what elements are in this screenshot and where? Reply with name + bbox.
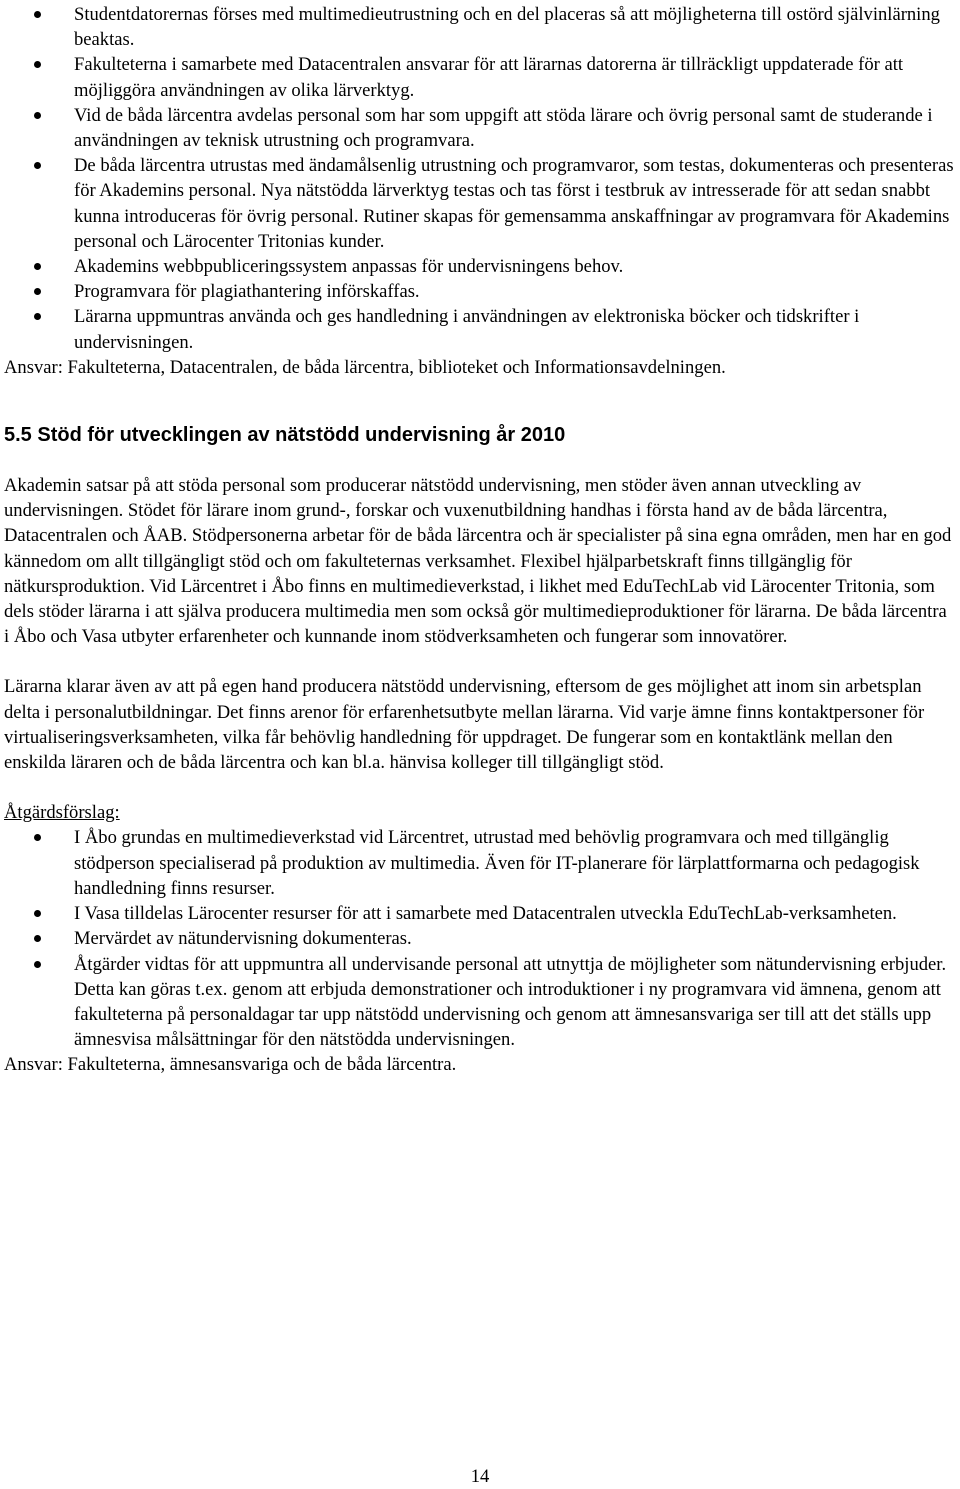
list-item-text: Studentdatorernas förses med multimedieutrustning och en del placeras så att möjligheterna till ostörd självinlärning beaktas.: [74, 4, 940, 51]
bullet-icon: [34, 263, 41, 270]
bullet-icon: [34, 288, 41, 295]
section-heading: 5.5 Stöd för utvecklingen av nätstödd undervisning år 2010: [4, 424, 566, 447]
bullet-icon: [34, 961, 41, 968]
bullet-icon: [34, 162, 41, 169]
body-paragraph-1: Akademin satsar på att stöda personal som producerar nätstödd undervisning, men stöder även annan utveckling av undervisningen. Stödet för lärare inom grund-, forskar och vuxenutbildning handhas i första hand av de båda lärcentra, Datacentralen och ÅAB. Stödpersonerna arbetar för de båda lärcentra och är specialister på sina egna områden, men har en god kännedom om allt tillgängligt stöd och om fakulteternas verksamhet. Flexibel hjälparbetskraft finns tillgänglig för nätkursproduktion. Vid Lärcentret i Åbo finns en multimedieverkstad, i likhet med EduTechLab vid Lärocenter Tritonia, som dels stöder lärarna i att själva producera multimedia men som också gör multimedieproduktioner för lärarna. De båda lärcentra i Åbo och Vasa utbyter erfarenheter och kunnande inom stödverksamheten och fungerar som innovatörer.: [4, 475, 952, 648]
list-item-text: Akademins webbpubliceringssystem anpassas för undervisningens behov.: [74, 256, 624, 278]
bullet-icon: [34, 910, 41, 917]
page-content: [4, 2, 954, 1078]
bullet-list-2: [4, 825, 954, 1052]
page-number: 14: [470, 1466, 490, 1487]
list-item-text: Vid de båda lärcentra avdelas personal som har som uppgift att stöda lärare och övrig personal samt de studerande i användningen av teknisk utrustning och programvara.: [74, 104, 933, 152]
list-item-text: Programvara för plagiathantering införskaffas.: [74, 281, 420, 303]
body-paragraph-2: Lärarna klarar även av att på egen hand producera nätstödd undervisning, eftersom de ges möjlighet att inom sin arbetsplan delta i personalutbildningar. Det finns arenor för erfarenhetsutbyte mellan lärarna. Vid varje ämne finns kontaktpersoner för virtualiseringsverksamheten, vilka får behövlig handledning för uppdraget. De fungerar som en kontaktlänk mellan den enskilda läraren och de båda lärcentra och kan bl.a. hänvisa kolleger till tillgängligt stöd.: [4, 676, 925, 774]
list-item: [4, 279, 954, 304]
list-item-text: De båda lärcentra utrustas med ändamålsenlig utrustning och programvaror, som testas, dokumenteras och presenteras för Akademins personal. Nya nätstödda lärverktyg testas och tas först i testbruk av intresserade för att sedan snabbt kunna introduceras för övrig personal. Rutiner skapas för gemensamma anskaffningar av programvara för Akademins personal och Lärocenter Tritonias kunder.: [74, 155, 954, 252]
bullet-icon: [34, 11, 41, 18]
list-item: [4, 52, 954, 102]
responsible-line-2: Ansvar: Fakulteterna, ämnesansvariga och de båda lärcentra.: [4, 1054, 457, 1076]
list-item: [4, 825, 954, 901]
list-item-text: Åtgärder vidtas för att uppmuntra all undervisande personal att utnyttja de möjligheter som nätundervisning erbjuder. Detta kan göras t.ex. genom att erbjuda demonstrationer och introduktioner i ny programvara vid ämnena, genom att fakulteterna på personaldagar tar upp nätstödd undervisning och genom att ämnesansvariga ser till att det ställs upp ämnesvisa målsättningar för den nätstödda undervisningen.: [74, 953, 947, 1051]
list-item: [4, 153, 954, 254]
bullet-icon: [34, 834, 41, 841]
bullet-list-1: [4, 2, 954, 355]
list-item: [4, 103, 954, 153]
actions-label: Åtgärdsförslag:: [4, 802, 120, 824]
bullet-icon: [34, 112, 41, 119]
list-item: [4, 2, 954, 52]
list-item-text: Mervärdet av nätundervisning dokumenteras.: [74, 928, 412, 950]
list-item: [4, 254, 954, 279]
list-item: [4, 304, 954, 354]
list-item-text: I Åbo grundas en multimedieverkstad vid Lärcentret, utrustad med behövlig programvara och med tillgänglig stödperson specialiserad på produktion av multimedia. Även för IT-planerare för lärplattformarna och pedagogisk handledning finns resurser.: [74, 827, 920, 899]
bullet-icon: [34, 935, 41, 942]
list-item-text: Lärarna uppmuntras använda och ges handledning i användningen av elektroniska böcker och tidskrifter i undervisningen.: [74, 306, 860, 353]
list-item-text: Fakulteterna i samarbete med Datacentralen ansvarar för att lärarnas datorerna är tillräckligt uppdaterade för att möjliggöra användningen av olika lärverktyg.: [74, 54, 904, 101]
bullet-icon: [34, 61, 41, 68]
list-item: [4, 926, 954, 951]
list-item: [4, 901, 954, 926]
bullet-icon: [34, 313, 41, 320]
list-item-text: I Vasa tilldelas Lärocenter resurser för att i samarbete med Datacentralen utveckla EduTechLab-verksamheten.: [74, 903, 897, 925]
responsible-line-1: Ansvar: Fakulteterna, Datacentralen, de båda lärcentra, biblioteket och Informationsavdelningen.: [4, 356, 726, 378]
list-item: [4, 952, 954, 1053]
